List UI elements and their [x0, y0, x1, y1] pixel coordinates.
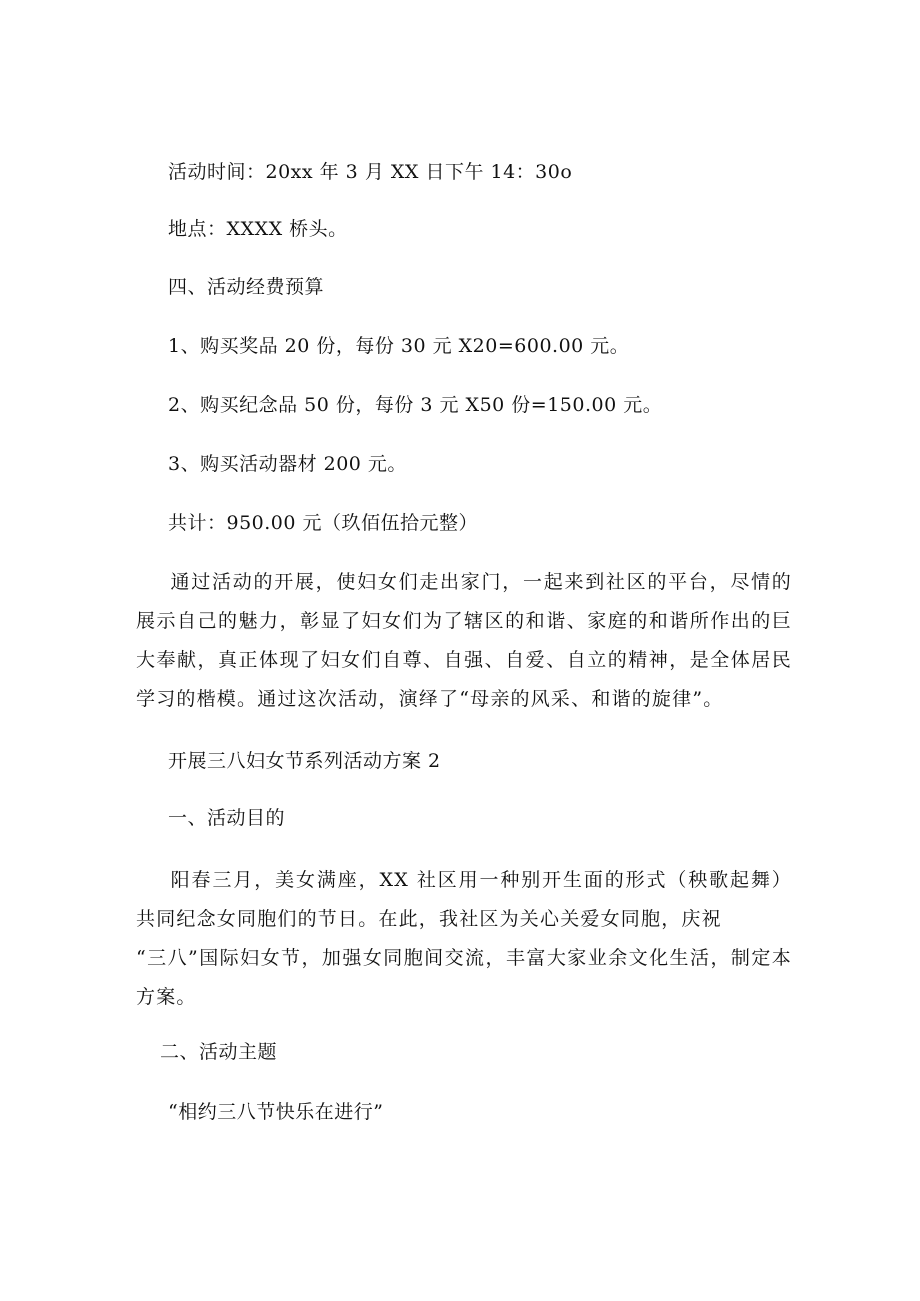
- purpose-paragraph-continued: [136, 939, 792, 1017]
- purpose-paragraph: [136, 861, 792, 939]
- summary-paragraph: [136, 563, 792, 719]
- budget-item-1: 1、购买奖品 20 份，每份 30 元 X20=600.00 元。: [168, 335, 630, 357]
- budget-total: 共计：950.00 元（玖佰伍拾元整）: [168, 512, 479, 534]
- section-2-heading: 二、活动主题: [160, 1041, 278, 1063]
- plan-2-title: 开展三八妇女节系列活动方案 2: [168, 750, 441, 772]
- section-1-heading: 一、活动目的: [168, 807, 286, 829]
- summary-paragraph-text: 通过活动的开展，使妇女们走出家门，一起来到社区的平台，尽情的展示自己的魅力，彰显了妇女们为了辖区的和谐、家庭的和谐所作出的巨大奉献，真正体现了妇女们自尊、自强、自爱、自立的精神，是全体居民学习的楷模。通过这次活动，演绎了“母亲的风采、和谐的旋律”。: [136, 571, 792, 710]
- budget-item-3: 3、购买活动器材 200 元。: [168, 453, 407, 475]
- section-4-heading: 四、活动经费预算: [168, 276, 325, 298]
- activity-time: 活动时间：20xx 年 3 月 XX 日下午 14：30o: [168, 161, 573, 183]
- activity-location: 地点：XXXX 桥头。: [168, 218, 348, 240]
- budget-item-2: 2、购买纪念品 50 份，每份 3 元 X50 份=150.00 元。: [168, 394, 663, 416]
- theme-text: “相约三八节快乐在进行”: [168, 1101, 384, 1123]
- purpose-paragraph-line-2: “三八”国际妇女节，加强女同胞间交流，丰富大家业余文化生活，制定本方案。: [136, 947, 792, 1008]
- purpose-paragraph-line-1: 阳春三月，美女满座，XX 社区用一种别开生面的形式（秧歌起舞）共同纪念女同胞们的节日。在此，我社区为关心关爱女同胞，庆祝: [136, 869, 792, 930]
